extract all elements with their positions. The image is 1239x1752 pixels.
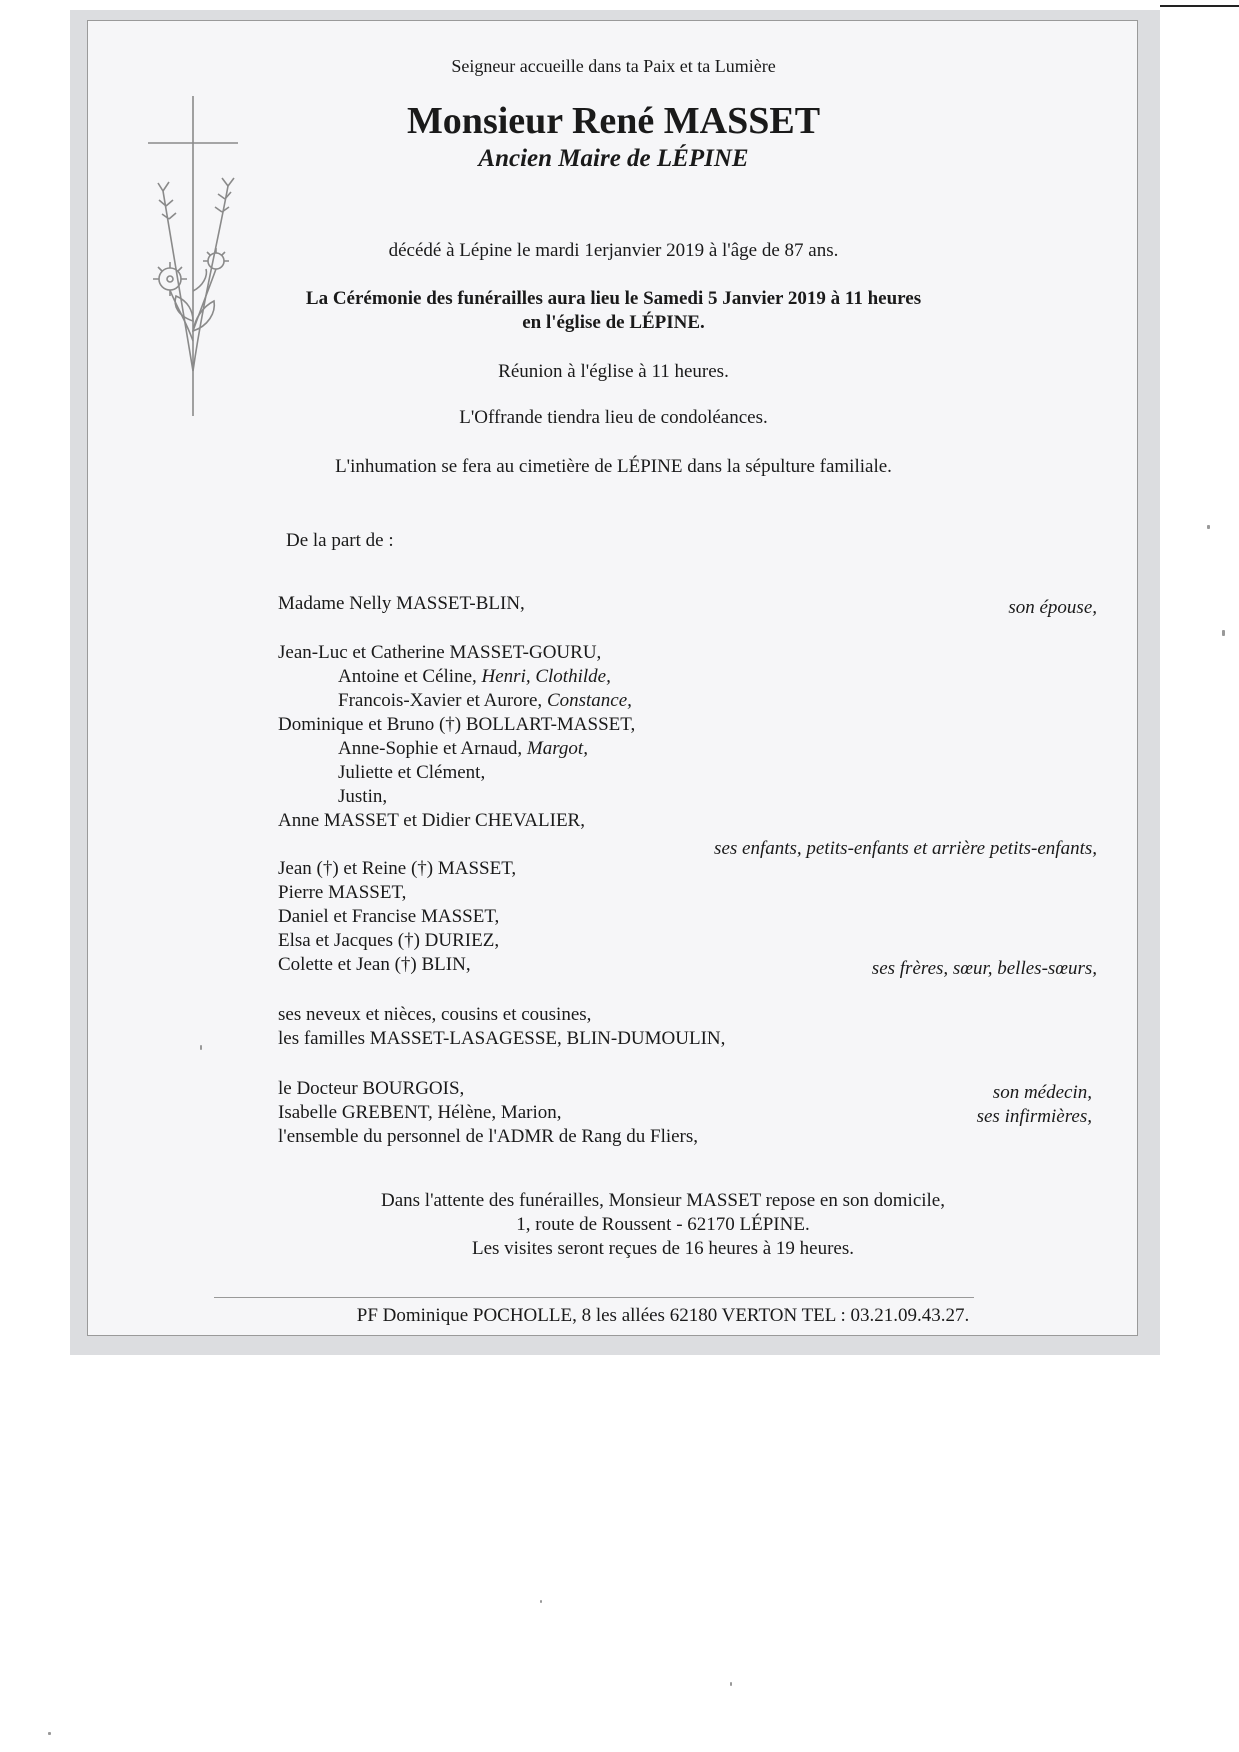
care-role-2: ses infirmières,: [976, 1106, 1092, 1127]
scan-speck: [540, 1600, 542, 1603]
meeting-line: Réunion à l'église à 11 heures.: [498, 361, 729, 382]
scan-speck: [48, 1732, 51, 1735]
sibling-line-2: Pierre MASSET,: [278, 882, 407, 903]
scan-speck: [200, 1045, 202, 1050]
scan-edge-line: [1160, 5, 1239, 7]
footer-divider: [214, 1297, 974, 1298]
visitation-line-2: 1, route de Roussent - 62170 LÉPINE.: [516, 1214, 810, 1235]
scan-speck: [730, 1682, 732, 1686]
relatives-line-1: ses neveux et nièces, cousins et cousines,: [278, 1004, 592, 1025]
scan-speck: [1207, 525, 1210, 529]
visitation-line-1: Dans l'attente des funérailles, Monsieur MASSET repose en son domicile,: [381, 1190, 945, 1211]
deceased-name: Monsieur René MASSET: [406, 100, 821, 142]
sibling-line-3: Daniel et Francise MASSET,: [278, 906, 500, 927]
child-line-7: Justin,: [338, 786, 388, 807]
ceremony-line-1: La Cérémonie des funérailles aura lieu le Samedi 5 Janvier 2019 à 11 heures: [305, 288, 922, 309]
scan-speck: [1222, 630, 1225, 636]
relatives-line-2: les familles MASSET-LASAGESSE, BLIN-DUMOULIN,: [278, 1028, 726, 1049]
death-notice: décédé à Lépine le mardi 1erjanvier 2019 à l'âge de 87 ans.: [388, 240, 839, 261]
children-role: ses enfants, petits-enfants et arrière petits-enfants,: [714, 838, 1097, 859]
spouse-name: Madame Nelly MASSET-BLIN,: [278, 593, 525, 614]
sibling-line-4: Elsa et Jacques (†) DURIEZ,: [278, 930, 500, 951]
care-role-1: son médecin,: [992, 1082, 1092, 1103]
child-line-8: Anne MASSET et Didier CHEVALIER,: [278, 810, 585, 831]
footer-contact: PF Dominique POCHOLLE, 8 les allées 62180 VERTON TEL : 03.21.09.43.27.: [356, 1305, 970, 1326]
child-line-4: Dominique et Bruno (†) BOLLART-MASSET,: [278, 714, 636, 735]
child-line-3: Francois-Xavier et Aurore, Constance,: [338, 690, 632, 711]
sibling-line-5: Colette et Jean (†) BLIN,: [278, 954, 471, 975]
family-intro: De la part de :: [286, 530, 394, 551]
ceremony-line-2: en l'église de LÉPINE.: [522, 312, 705, 333]
visitation-line-3: Les visites seront reçues de 16 heures à 19 heures.: [472, 1238, 854, 1259]
sibling-line-1: Jean (†) et Reine (†) MASSET,: [278, 858, 517, 879]
child-line-1: Jean-Luc et Catherine MASSET-GOURU,: [278, 642, 602, 663]
prayer-line: Seigneur accueille dans ta Paix et ta Lumière: [451, 56, 776, 76]
burial-line: L'inhumation se fera au cimetière de LÉPINE dans la sépulture familiale.: [335, 456, 892, 477]
care-line-1: le Docteur BOURGOIS,: [278, 1078, 465, 1099]
siblings-role: ses frères, sœur, belles-sœurs,: [871, 958, 1097, 979]
offering-line: L'Offrande tiendra lieu de condoléances.: [459, 407, 768, 428]
deceased-subtitle: Ancien Maire de LÉPINE: [478, 145, 749, 172]
care-line-3: l'ensemble du personnel de l'ADMR de Rang du Fliers,: [278, 1126, 699, 1147]
spouse-role: son épouse,: [1008, 597, 1097, 618]
obituary-card: [87, 20, 1138, 1336]
child-line-6: Juliette et Clément,: [338, 762, 486, 783]
child-line-2: Antoine et Céline, Henri, Clothilde,: [338, 666, 611, 687]
child-line-5: Anne-Sophie et Arnaud, Margot,: [338, 738, 588, 759]
care-line-2: Isabelle GREBENT, Hélène, Marion,: [278, 1102, 562, 1123]
